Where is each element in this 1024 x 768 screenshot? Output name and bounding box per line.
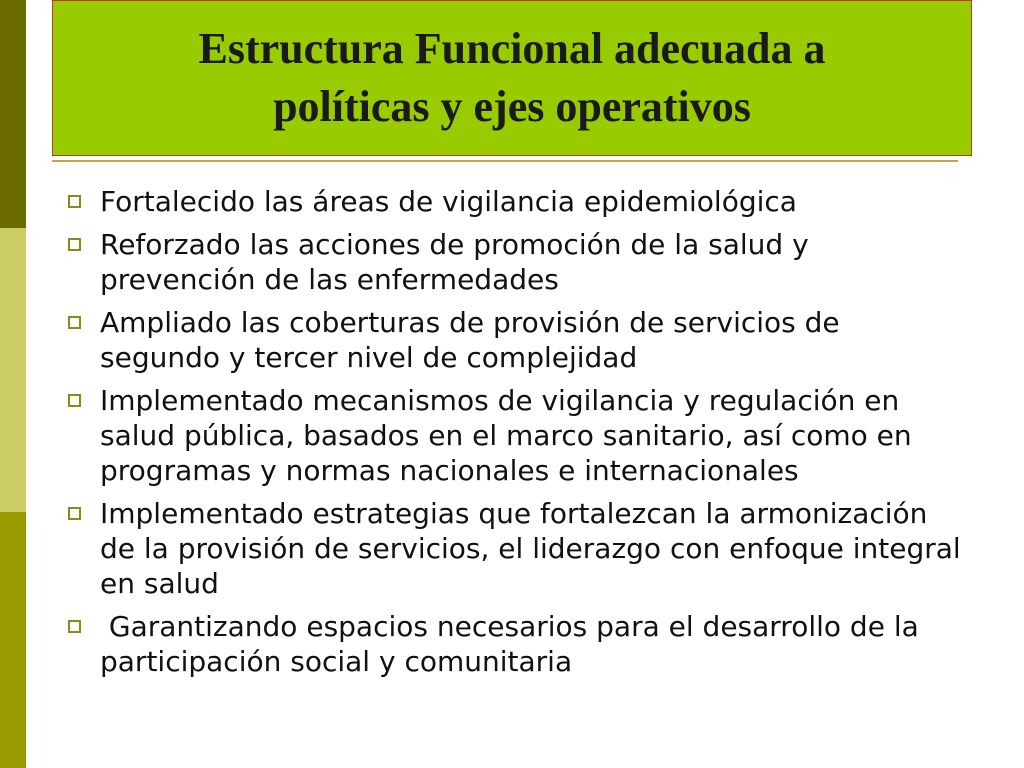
bullet-text: Implementado estrategias que fortalezcan la armonización de la provisión de servicios, el liderazgo con enfoque integral en salud [100,497,961,600]
bullet-text: Ampliado las coberturas de provisión de servicios de segundo y tercer nivel de complejidad [100,306,840,374]
left-strip-dark [0,0,26,228]
bullet-item [62,496,962,601]
bullet-text: Fortalecido las áreas de vigilancia epidemiológica [100,185,797,218]
left-strip-olive [0,512,26,768]
hollow-square-icon [68,316,81,329]
bullet-item [62,305,962,375]
hollow-square-icon [68,195,81,208]
left-strip-light [0,228,26,512]
slide-title: Estructura Funcional adecuada a políticas y ejes operativos [198,24,826,131]
hollow-square-icon [68,507,81,520]
bullet-text: Implementado mecanismos de vigilancia y regulación en salud pública, basados en el marco sanitario, así como en programas y normas nacionales e internacionales [100,384,912,487]
title-underline [52,160,958,162]
hollow-square-icon [68,394,81,407]
hollow-square-icon [68,238,81,251]
hollow-square-icon [68,620,81,633]
bullet-list [62,184,962,687]
bullet-item [62,227,962,297]
bullet-item [62,609,962,679]
bullet-item [62,383,962,488]
bullet-text: Garantizando espacios necesarios para el desarrollo de la participación social y comunitaria [100,610,928,678]
bullet-text: Reforzado las acciones de promoción de la salud y prevención de las enfermedades [100,228,809,296]
title-box [52,0,972,156]
bullet-item [62,184,962,219]
